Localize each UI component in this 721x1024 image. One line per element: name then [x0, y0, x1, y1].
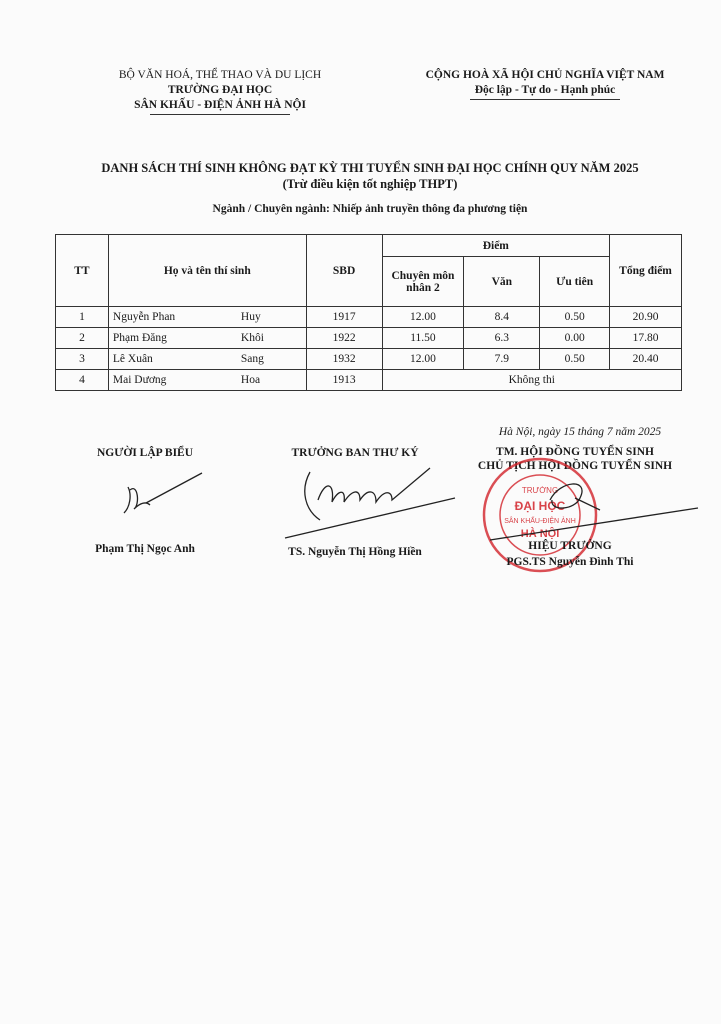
first-name: Mai Dương: [112, 374, 167, 386]
cell-major2: 11.50: [382, 328, 464, 349]
header-priority: Ưu tiên: [540, 257, 610, 307]
secretary-title: TRƯỞNG BAN THƯ KÝ: [291, 447, 419, 459]
cell-van: 8.4: [464, 307, 540, 328]
national-motto: Độc lập - Tự do - Hạnh phúc: [474, 84, 616, 96]
header-total: Tổng điểm: [610, 235, 682, 307]
secretary-name: TS. Nguyễn Thị Hồng Hiền: [288, 546, 422, 558]
major-label: Ngành / Chuyên ngành: Nhiếp ảnh truyền thông đa phương tiện: [212, 203, 528, 215]
header-tt: TT: [56, 235, 109, 307]
cell-sbd: 1922: [306, 328, 382, 349]
school-name-line2: SÂN KHẤU - ĐIỆN ẢNH HÀ NỘI: [134, 99, 306, 111]
candidate-table: [55, 234, 682, 391]
council-line2: CHỦ TỊCH HỘI ĐỒNG TUYỂN SINH: [477, 460, 673, 472]
last-name: Khôi: [240, 332, 264, 344]
document-title: [40, 160, 700, 192]
cell-priority: 0.50: [540, 307, 610, 328]
school-name-line1: TRƯỜNG ĐẠI HỌC: [167, 84, 273, 96]
cell-sbd: 1932: [306, 349, 382, 370]
cell-van: 6.3: [464, 328, 540, 349]
rector-title: HIỆU TRƯỞNG: [528, 540, 612, 552]
cell-tt: 2: [56, 328, 109, 349]
table-row: [56, 307, 682, 328]
last-name: Sang: [240, 353, 264, 365]
cell-major2: 12.00: [382, 349, 464, 370]
cell-total: 20.40: [610, 349, 682, 370]
cell-priority: 0.00: [540, 328, 610, 349]
last-name: Huy: [240, 311, 261, 323]
header-underline: [150, 114, 290, 115]
country-header: [395, 68, 695, 100]
stamp-sub: SÂN KHẤU-ĐIỆN ẢNH: [504, 518, 576, 525]
first-name: Phạm Đăng: [112, 332, 167, 344]
header-sbd: SBD: [306, 235, 382, 307]
header-major2: Chuyên môn nhân 2: [382, 257, 464, 307]
cell-total: 20.90: [610, 307, 682, 328]
last-name: Hoa: [240, 374, 261, 386]
cell-priority: 0.50: [540, 349, 610, 370]
table-row: [56, 349, 682, 370]
cell-sbd: 1917: [306, 307, 382, 328]
table-row: [56, 370, 682, 391]
first-name: Lê Xuân: [112, 353, 153, 365]
cell-absent-note: Không thi: [382, 370, 681, 391]
cell-tt: 1: [56, 307, 109, 328]
cell-tt: 4: [56, 370, 109, 391]
header-score-group: Điểm: [382, 235, 610, 257]
table-row: [56, 328, 682, 349]
cell-tt: 3: [56, 349, 109, 370]
sign-date: Hà Nội, ngày 15 tháng 7 năm 2025: [498, 426, 662, 438]
cell-name: [108, 307, 306, 328]
preparer-signature: [110, 465, 210, 520]
stamp-bottom: HÀ NỘI: [520, 528, 560, 540]
cell-name: [108, 328, 306, 349]
cell-name: [108, 349, 306, 370]
stamp-middle: ĐẠI HỌC: [514, 499, 566, 513]
secretary-signature: [280, 460, 460, 540]
council-line1: TM. HỘI ĐỒNG TUYỂN SINH: [496, 446, 654, 458]
cell-total: 17.80: [610, 328, 682, 349]
ministry-name: BỘ VĂN HOÁ, THỂ THAO VÀ DU LỊCH: [118, 69, 322, 81]
cell-major2: 12.00: [382, 307, 464, 328]
motto-underline: [470, 99, 620, 100]
organization-header: [95, 68, 345, 115]
country-name: CỘNG HOÀ XÃ HỘI CHỦ NGHĨA VIỆT NAM: [425, 69, 665, 81]
first-name: Nguyễn Phan: [112, 311, 176, 323]
cell-sbd: 1913: [306, 370, 382, 391]
title-line1: DANH SÁCH THÍ SINH KHÔNG ĐẠT KỲ THI TUYỂN SINH ĐẠI HỌC CHÍNH QUY NĂM 2025: [101, 161, 639, 175]
preparer-title: NGƯỜI LẬP BIỂU: [96, 447, 194, 459]
cell-van: 7.9: [464, 349, 540, 370]
stamp-top: TRƯỜNG: [521, 486, 559, 495]
header-name: Họ và tên thí sinh: [108, 235, 306, 307]
title-line2: (Trừ điều kiện tốt nghiệp THPT): [282, 177, 458, 191]
header-van: Văn: [464, 257, 540, 307]
rector-name: PGS.TS Nguyễn Đình Thi: [506, 556, 634, 568]
cell-name: [108, 370, 306, 391]
preparer-name: Phạm Thị Ngọc Anh: [95, 543, 195, 555]
rector-signature: [480, 470, 700, 550]
